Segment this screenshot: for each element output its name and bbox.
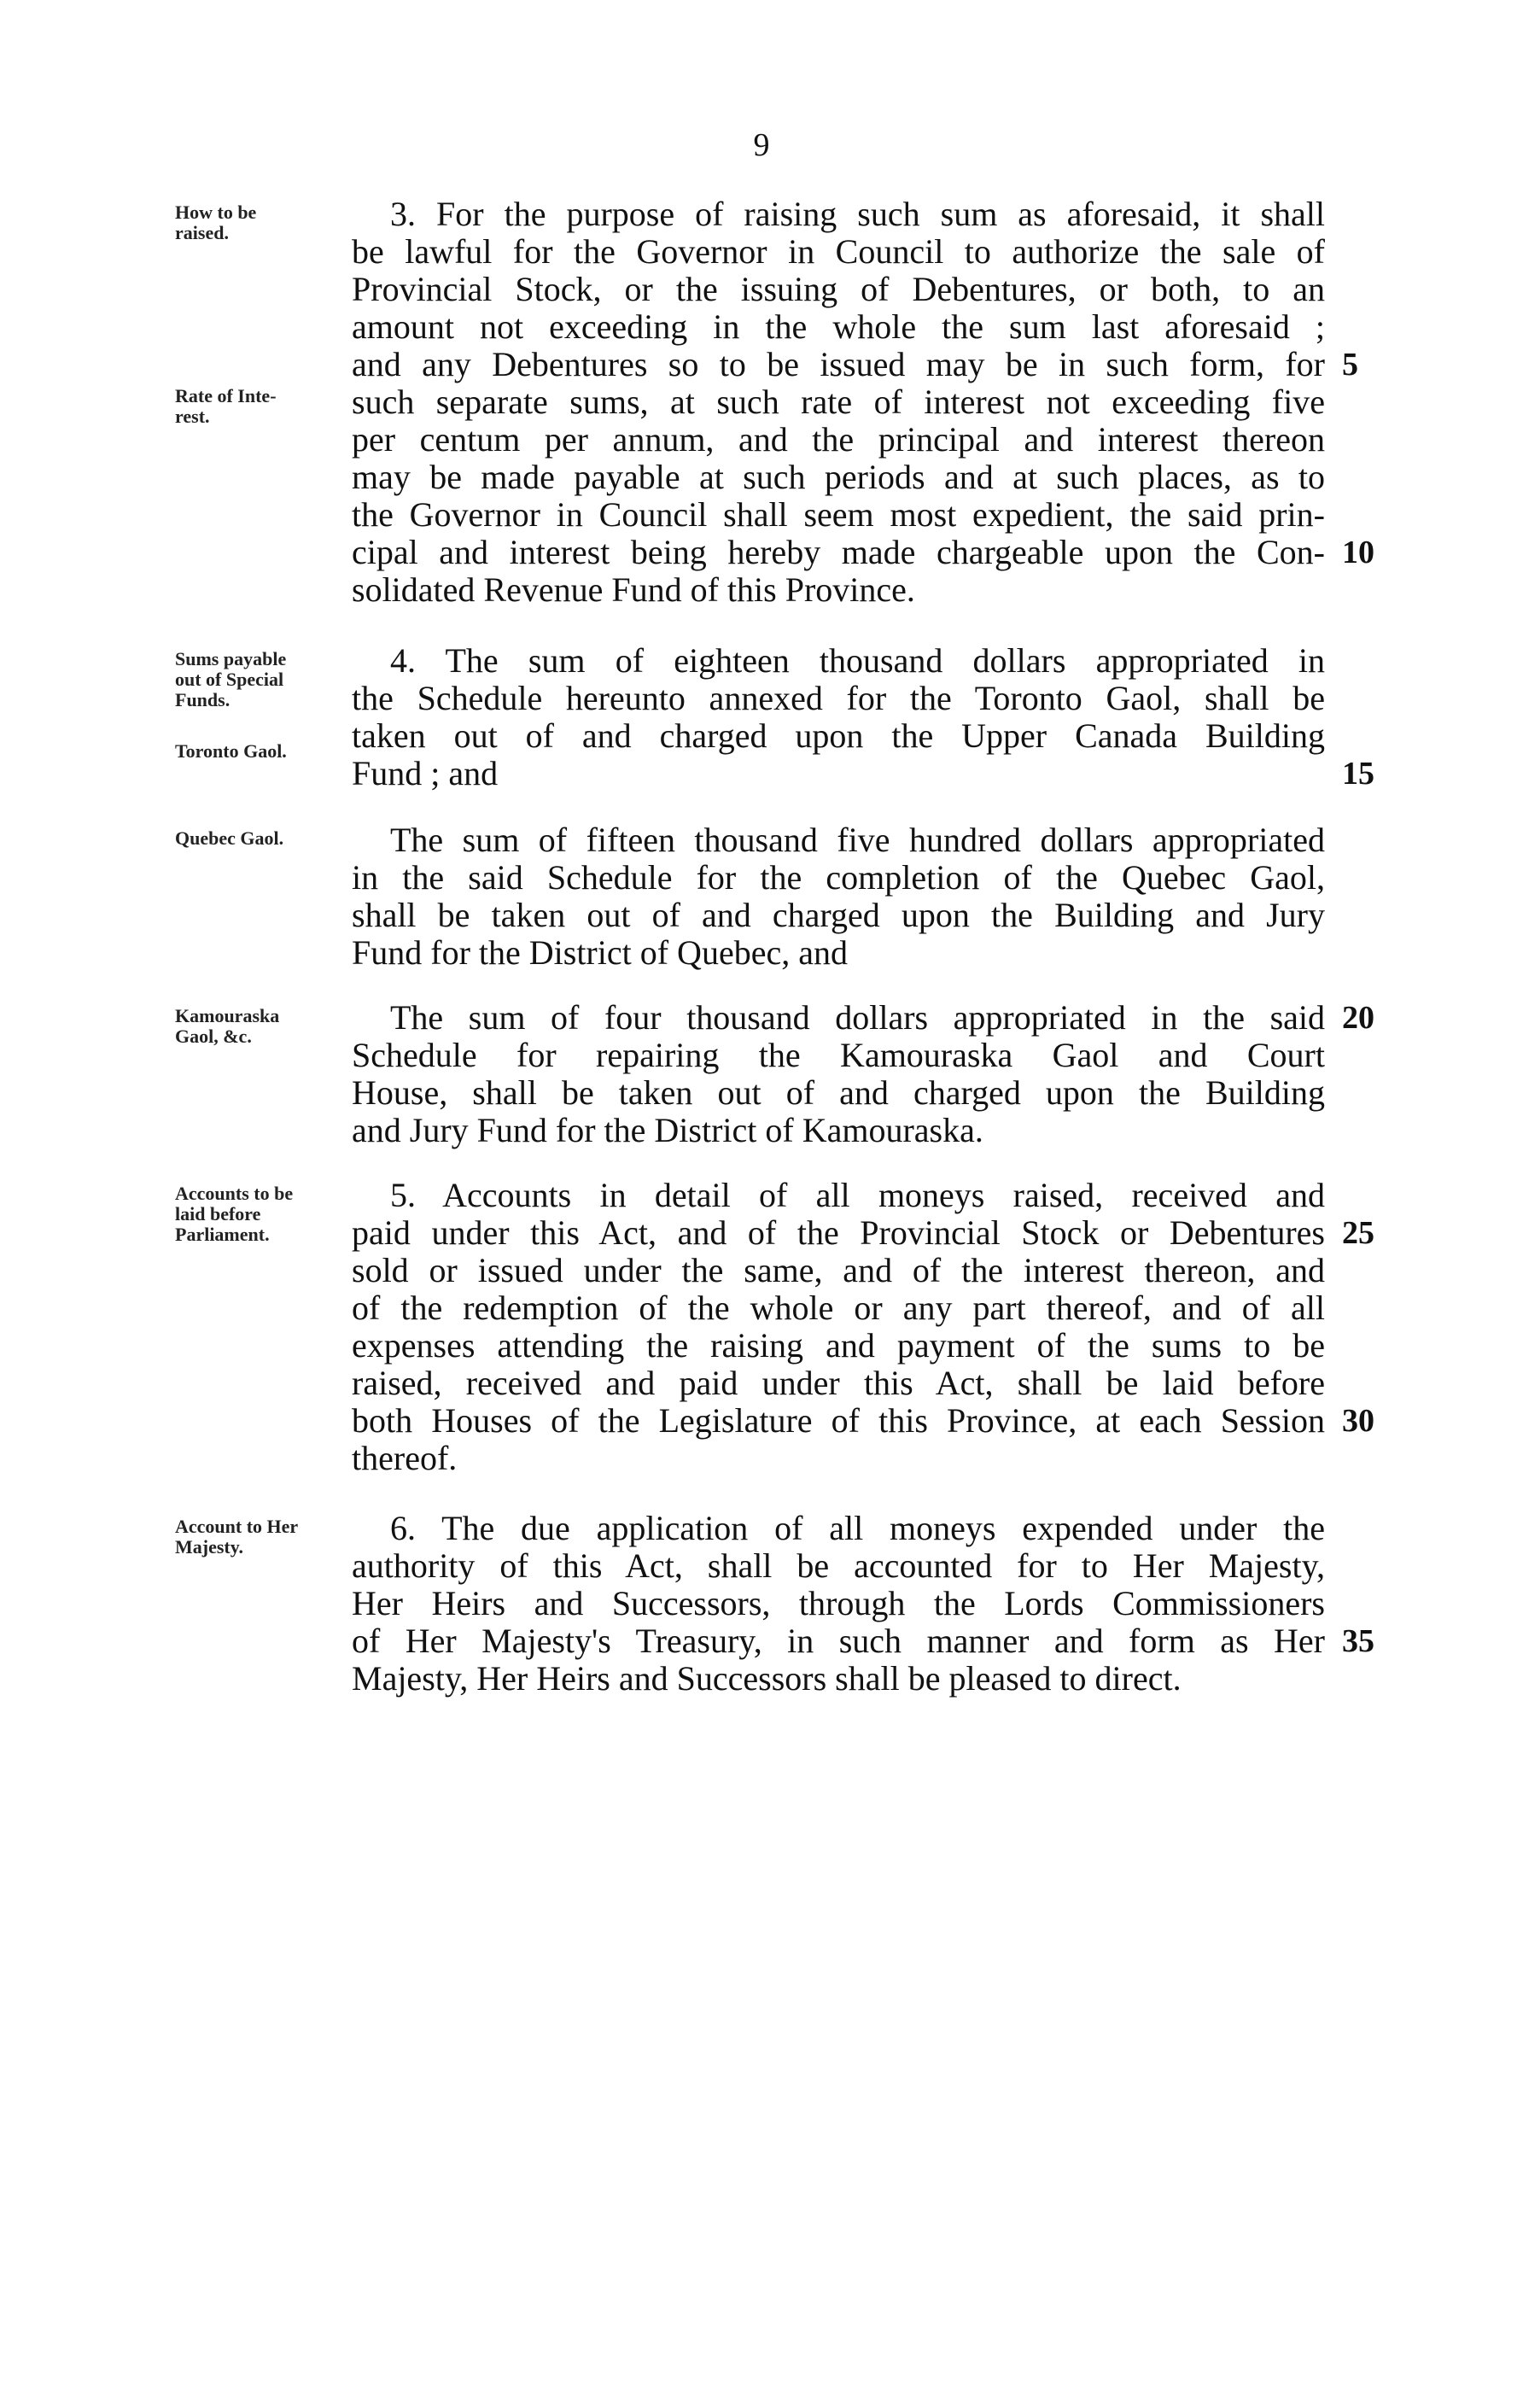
text-line: the Governor in Council shall seem most expedient, the said prin- — [352, 495, 1325, 534]
text-line: 5. Accounts in detail of all moneys raised, received and — [390, 1176, 1325, 1214]
marginal-note — [175, 386, 277, 427]
marginal-note-line: Kamouraska — [175, 1005, 280, 1026]
text-line: Schedule for repairing the Kamouraska Gaol and Court — [352, 1036, 1325, 1074]
text-line: Her Heirs and Successors, through the Lords Commissioners — [352, 1584, 1325, 1622]
paragraph — [352, 1510, 1325, 1698]
line-number: 25 — [1342, 1215, 1374, 1251]
text-line: raised, received and paid under this Act, shall be laid before — [352, 1364, 1325, 1402]
text-line: per centum per annum, and the principal and interest thereon — [352, 420, 1325, 459]
text-line: in the said Schedule for the completion of the Quebec Gaol, — [352, 858, 1325, 897]
text-line: 3. For the purpose of raising such sum as aforesaid, it shall — [390, 195, 1325, 233]
marginal-note-line: Account to Her — [175, 1516, 299, 1537]
line-number: 5 — [1342, 347, 1358, 383]
paragraph — [352, 999, 1325, 1149]
text-line: 6. The due application of all moneys expended under the — [390, 1509, 1325, 1547]
text-line: The sum of four thousand dollars appropriated in the said — [390, 998, 1325, 1037]
marginal-note-line: Toronto Gaol. — [175, 740, 287, 762]
marginal-note-line: Quebec Gaol. — [175, 827, 284, 849]
paragraph — [352, 642, 1325, 792]
marginal-note-line: Funds. — [175, 689, 230, 710]
marginal-note — [175, 828, 283, 849]
marginal-note-line: Majesty. — [175, 1536, 244, 1558]
paragraph — [352, 1177, 1325, 1477]
marginal-note-line: Accounts to be — [175, 1183, 294, 1204]
marginal-note-line: rest. — [175, 406, 210, 427]
line-number: 20 — [1342, 1000, 1374, 1036]
marginal-note — [175, 202, 256, 243]
marginal-note — [175, 649, 286, 710]
marginal-note-line: Gaol, &c. — [175, 1026, 252, 1047]
marginal-note-line: Parliament. — [175, 1224, 270, 1245]
paragraph — [352, 821, 1325, 972]
marginal-note — [175, 1006, 279, 1047]
line-number: 30 — [1342, 1403, 1374, 1439]
text-line: be lawful for the Governor in Council to authorize the sale of — [352, 232, 1325, 271]
marginal-note-line: raised. — [175, 222, 229, 243]
line-number: 15 — [1342, 756, 1374, 792]
line-number: 10 — [1342, 535, 1374, 570]
text-line: The sum of fifteen thousand five hundred dollars appropriated — [390, 821, 1325, 859]
text-line: expenses attending the raising and payment of the sums to be — [352, 1326, 1325, 1365]
text-line: paid under this Act, and of the Provincial Stock or Debentures — [352, 1213, 1325, 1252]
text-line: both Houses of the Legislature of this Province, at each Session — [352, 1401, 1325, 1440]
marginal-note — [175, 1517, 298, 1558]
text-line: House, shall be taken out of and charged upon the Building — [352, 1073, 1325, 1112]
marginal-note — [175, 741, 287, 762]
marginal-note-line: How to be — [175, 202, 257, 223]
text-line: may be made payable at such periods and at such places, as to — [352, 458, 1325, 496]
marginal-note-line: Sums payable — [175, 648, 287, 669]
text-line: solidated Revenue Fund of this Province. — [352, 570, 915, 609]
text-line: cipal and interest being hereby made chargeable upon the Con- — [352, 533, 1325, 571]
line-number: 35 — [1342, 1623, 1374, 1659]
marginal-note-line: out of Special — [175, 669, 284, 690]
marginal-note-line: Rate of Inte- — [175, 385, 277, 406]
marginal-note-line: laid before — [175, 1203, 261, 1224]
text-line: sold or issued under the same, and of the interest thereon, and — [352, 1251, 1325, 1289]
marginal-note — [175, 1184, 293, 1245]
text-line: thereof. — [352, 1439, 458, 1477]
text-line: Provincial Stock, or the issuing of Debentures, or both, to an — [352, 270, 1325, 308]
text-line: such separate sums, at such rate of interest not exceeding five — [352, 383, 1325, 421]
page-number: 9 — [753, 127, 770, 163]
text-line: amount not exceeding in the whole the sum last aforesaid ; — [352, 307, 1325, 346]
paragraph — [352, 196, 1325, 609]
text-line: of the redemption of the whole or any part thereof, and of all — [352, 1289, 1325, 1327]
text-line: Fund ; and — [352, 754, 499, 792]
text-line: taken out of and charged upon the Upper Canada Building — [352, 716, 1325, 755]
text-line: authority of this Act, shall be accounted for to Her Majesty, — [352, 1546, 1325, 1585]
text-line: 4. The sum of eighteen thousand dollars appropriated in — [390, 641, 1325, 680]
text-line: and any Debentures so to be issued may be in such form, for — [352, 345, 1325, 383]
text-line: and Jury Fund for the District of Kamouraska. — [352, 1111, 983, 1149]
text-line: the Schedule hereunto annexed for the Toronto Gaol, shall be — [352, 679, 1325, 717]
text-line: Majesty, Her Heirs and Successors shall be pleased to direct. — [352, 1659, 1182, 1698]
text-line: of Her Majesty's Treasury, in such manner and form as Her — [352, 1622, 1325, 1660]
text-line: shall be taken out of and charged upon the Building and Jury — [352, 896, 1325, 934]
text-line: Fund for the District of Quebec, and — [352, 933, 848, 972]
